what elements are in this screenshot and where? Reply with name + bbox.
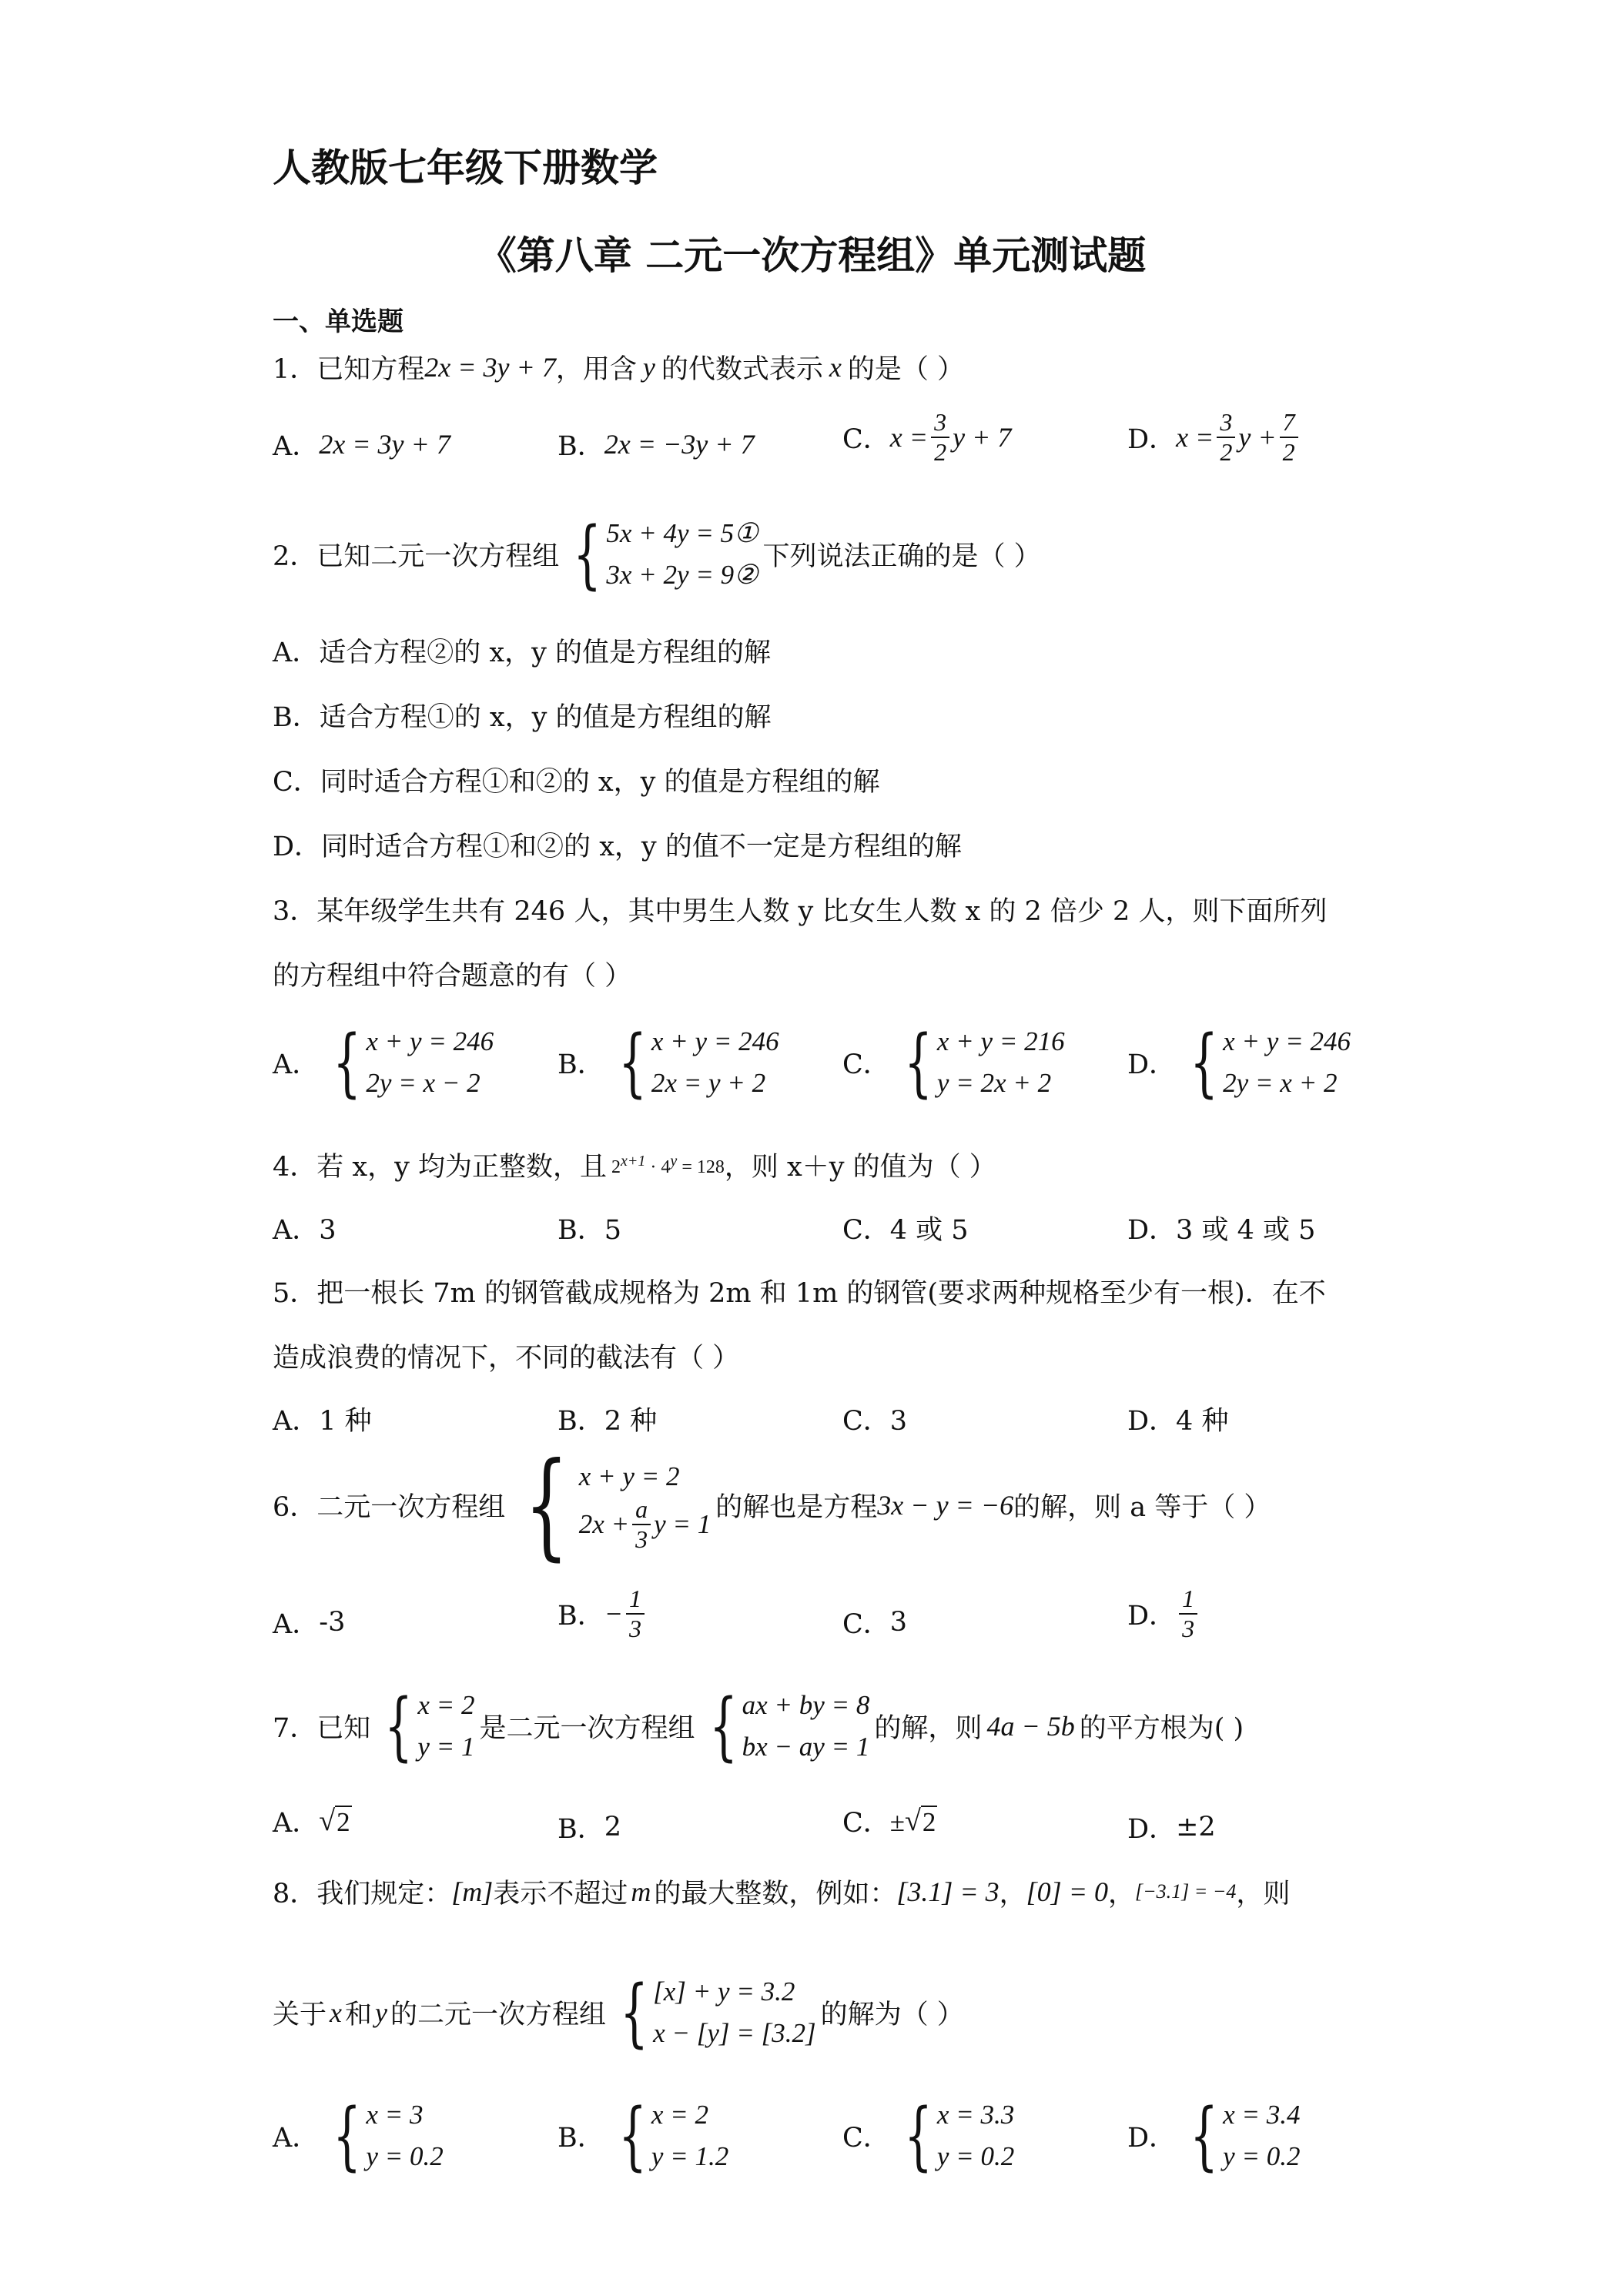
question-8-line-1 [273,1873,1290,1911]
q5-option-d: D．4 种 [1127,1406,1229,1437]
q1-mid2: 的代数式表示 [661,354,823,385]
q2-prefix: 2．已知二元一次方程组 [273,541,560,573]
q4-suffix: ，则 x＋y 的值为（ ） [724,1152,996,1183]
question-7 [273,1685,1244,1769]
fraction-denominator: 3 [635,1525,648,1553]
fraction-numerator: a [632,1495,651,1525]
q8-example-1: [3.1] = 3 [896,1876,1000,1907]
radicand: 2 [337,1807,350,1837]
q2-option-d: D．同时适合方程①和②的 x，y 的值不一定是方程组的解 [273,832,962,862]
brace-icon: { [620,1970,648,2057]
option-label: D． [1127,423,1177,455]
q8-example-2: [0] = 0 [1026,1876,1108,1907]
separator: ， [1107,1879,1135,1909]
document-title: 人教版七年级下册数学 [273,146,658,190]
brace-icon: { [333,1019,362,1106]
q3-option-b [558,1021,784,1105]
option-label: D． [1127,1600,1177,1632]
q7-equation-system [700,1685,870,1769]
sqrt-expression [319,1804,351,1838]
question-3-line-2: 的方程组中符合题意的有（ ） [273,961,632,992]
q7-option-c [842,1802,937,1840]
brace-icon: { [573,511,602,598]
brace-icon: { [333,2093,362,2180]
option-label: D． [1127,2123,1177,2154]
equation-1: x = 3 [366,2100,424,2130]
separator: ， [999,1879,1026,1909]
system-rows [1223,1021,1351,1105]
q8-example-3: [−3.1] = −4 [1135,1880,1237,1903]
equation-2: x − [y] = [3.2] [653,2018,816,2049]
equation-1: x + y = 2 [578,1461,680,1491]
q8-text-c: 的最大整数，例如： [654,1879,897,1909]
q7-suffix: 的平方根为( ) [1079,1713,1244,1745]
q2-equation-system [564,513,758,597]
option-value: -3 [319,1607,346,1638]
system-rows [937,1021,1065,1105]
option-expr: 2x = −3y + 7 [604,429,755,460]
base-1: 2 [611,1156,621,1177]
base-2: 4 [661,1156,671,1177]
q7-expression: 4a − 5b [986,1711,1075,1742]
option-value: ±2 [1176,1812,1216,1842]
q8-var-y: y [375,1997,387,2029]
system-rows [742,1685,870,1769]
option-fraction [1179,1585,1197,1643]
equation-2: 2y = x + 2 [1223,1068,1338,1099]
equation-2: bx − ay = 1 [742,1732,870,1762]
q6-equation-system [510,1438,712,1572]
fraction-numerator: 3 [1217,408,1235,438]
document-subtitle: 《第八章 二元一次方程组》单元测试题 [477,233,1147,278]
option-label: A． [273,1049,320,1081]
radical-icon: √ [319,1805,336,1837]
q8-text-h: 的解为（ ） [820,2000,964,2031]
q1-prefix: 1．已知方程 [273,354,425,385]
q8-option-d [1127,2094,1305,2178]
question-8-line-2 [273,1971,964,2055]
q7-option-b [558,1808,621,1846]
option-fraction-2 [1280,408,1298,467]
equation-2: y = 2x + 2 [936,1068,1052,1099]
q6-mid: 的解也是方程 [715,1492,878,1523]
q8-equation-system [611,1971,816,2055]
brace-icon: { [384,1683,414,1770]
q1-option-c [842,408,1011,467]
radicand: 2 [922,1807,936,1837]
equation-system [1180,2094,1300,2178]
q6-suffix: 的解，则 a 等于（ ） [1013,1492,1271,1523]
equation-system [895,1021,1065,1105]
equation-1: x = 2 [417,1690,475,1720]
q8-option-c [842,2094,1019,2178]
q8-text-f: 和 [345,2000,373,2031]
q8-bracket-m: [m] [451,1876,494,1907]
exponent-2: y [670,1152,678,1170]
q1-equation: 2x = 3y + 7 [424,352,556,383]
sqrt-expression [890,1804,938,1838]
option-fraction [626,1585,645,1643]
equation-2-fraction [632,1495,651,1554]
equation-1: [x] + y = 3.2 [653,1976,795,2006]
q6-equation: 3x − y = −6 [877,1490,1014,1521]
equation-1: x = 3.4 [1223,2100,1301,2130]
fraction-numerator: 1 [626,1585,645,1615]
fraction-denominator: 2 [1220,437,1233,466]
q7-mid2: 的解，则 [874,1713,983,1745]
equation-1: x + y = 246 [366,1026,494,1056]
option-label: C． [842,1609,890,1640]
equation-2: y = 1.2 [651,2141,729,2172]
q2-suffix: 下列说法正确的是（ ） [762,541,1041,573]
option-lhs: x = [1176,421,1214,453]
q1-var-y: y [642,352,655,383]
question-4 [273,1146,996,1184]
option-label: B． [558,1600,604,1632]
fraction-denominator: 3 [629,1614,642,1642]
system-rows [651,2094,728,2178]
option-lhs: x = [889,421,929,453]
q1-mid1: ，用含 [555,354,637,385]
question-5-line-1: 5．把一根长 7m 的钢管截成规格为 2m 和 1m 的钢管(要求两种规格至少有一根)．在不 [273,1278,1326,1309]
q6-option-a [273,1603,345,1642]
q4-option-b: B．5 [558,1215,621,1246]
option-label: C． [842,1049,890,1081]
equation-system [895,2094,1014,2178]
option-label: B． [558,1049,604,1081]
equation-2: y = 0.2 [366,2141,444,2172]
equation-2-left: 2x + [578,1509,630,1539]
fraction-denominator: 2 [1282,437,1295,466]
fraction-denominator: 3 [1182,1614,1195,1642]
q5-option-b: B．2 种 [558,1406,658,1437]
equation-1: x + y = 216 [936,1026,1065,1056]
brace-icon: { [903,1019,933,1106]
equation-2: 2y = x − 2 [366,1068,481,1099]
radical-icon: √ [905,1805,921,1837]
exponent-1: x+1 [621,1152,646,1170]
option-fraction [931,408,949,467]
option-label: D． [1127,1049,1177,1081]
system-rows [606,513,758,597]
option-rhs: y + 7 [953,421,1012,453]
system-rows [937,2094,1014,2178]
equation-system [323,2094,443,2178]
brace-icon: { [1190,2093,1218,2180]
q1-var-x: x [829,352,842,383]
q8-option-a [273,2094,448,2178]
brace-icon: { [618,2093,647,2180]
equation-2: y = 0.2 [936,2141,1015,2172]
system-rows [579,1458,712,1554]
equation-2: 3x + 2y = 9② [606,560,758,591]
option-label: C． [842,1808,890,1839]
equation-system [1180,1021,1351,1105]
question-3-line-1: 3．某年级学生共有 246 人，其中男生人数 y 比女生人数 x 的 2 倍少 2 人，则下面所列 [273,896,1328,927]
system-rows [417,1685,474,1769]
q7-prefix: 7．已知 [273,1713,371,1745]
brace-icon: { [618,1019,647,1106]
equation-1: x = 2 [651,2100,708,2130]
equation-1: x + y = 246 [1223,1026,1351,1056]
q6-option-d [1127,1585,1200,1643]
q1-option-a [273,425,450,464]
option-label: B． [558,2123,604,2154]
equation-system [609,1021,779,1105]
q8-var-m: m [631,1876,651,1907]
q2-option-c: C．同时适合方程①和②的 x，y 的值是方程组的解 [273,767,880,798]
option-label: D． [1127,1814,1177,1845]
system-rows [366,2094,443,2178]
equation-1: x = 3.3 [936,2100,1015,2130]
q7-solution-system [375,1685,474,1769]
question-5-line-2: 造成浪费的情况下，不同的截法有（ ） [273,1343,740,1374]
q6-option-b [558,1585,648,1643]
q5-option-c: C．3 [842,1406,908,1437]
system-rows [651,1021,779,1105]
fraction-numerator: 7 [1280,408,1298,438]
q8-text-d: ，则 [1236,1879,1291,1909]
option-label: A． [273,2123,320,2154]
equation-1: ax + by = 8 [742,1690,870,1720]
brace-icon: { [1190,1019,1218,1106]
system-rows [653,1971,816,2055]
equation-system [323,1021,494,1105]
q1-suffix: 的是（ ） [847,354,964,385]
q8-text-e: 关于 [273,2000,327,2031]
plus-minus: ± [889,1807,905,1837]
option-value: 2 [604,1812,622,1842]
q7-option-a [273,1802,352,1840]
q4-power-expression [611,1153,725,1178]
q8-text-g: 的二元一次方程组 [390,2000,607,2031]
option-label: A． [273,1808,320,1839]
equation-2: y = 1 [417,1732,475,1762]
equation-2-right: y = 1 [654,1509,712,1539]
option-mid: y + [1238,421,1277,453]
equation-2: y = 0.2 [1223,2141,1301,2172]
q6-option-c [842,1603,907,1642]
q6-prefix: 6．二元一次方程组 [273,1492,506,1523]
option-label: A． [273,431,320,462]
q4-option-d: D．3 或 4 或 5 [1127,1215,1316,1246]
equation-tail: = 128 [681,1156,725,1177]
q8-option-b [558,2094,733,2178]
system-rows [1223,2094,1300,2178]
option-label: B． [558,1814,604,1845]
option-value: 3 [889,1607,908,1638]
q2-option-a: A．适合方程②的 x，y 的值是方程组的解 [273,638,772,668]
q4-option-c: C．4 或 5 [842,1215,969,1246]
dot-operator: · [650,1156,657,1177]
q7-mid: 是二元一次方程组 [479,1713,695,1745]
fraction-denominator: 2 [934,437,947,466]
q5-option-a: A．1 种 [273,1406,372,1437]
q1-option-b [558,425,755,464]
equation-1: x + y = 246 [651,1026,779,1056]
question-6 [273,1438,1271,1572]
question-2 [273,513,1041,597]
brace-icon: { [903,2093,933,2180]
option-label: B． [558,431,604,462]
equation-2 [579,1495,712,1554]
equation-1: 5x + 4y = 5① [606,518,758,548]
option-expr: 2x = 3y + 7 [319,429,450,460]
equation-2: 2x = y + 2 [651,1068,766,1099]
option-sign: − [604,1598,624,1629]
system-rows [366,1021,494,1105]
q7-option-d [1127,1808,1216,1846]
section-heading: 一、单选题 [273,306,403,337]
option-label: A． [273,1609,320,1640]
fraction-numerator: 1 [1179,1585,1197,1615]
fraction-numerator: 3 [931,408,949,438]
option-label: C． [842,2123,890,2154]
q2-option-b: B．适合方程①的 x，y 的值是方程组的解 [273,702,772,733]
q3-option-a [273,1021,498,1105]
option-label: C． [842,423,890,455]
question-1 [273,348,964,387]
equation-system [609,2094,728,2178]
brace-icon: { [708,1683,738,1770]
brace-icon: { [524,1438,569,1572]
q8-text-a: 8．我们规定： [273,1879,452,1909]
q4-option-a: A．3 [273,1215,337,1246]
q8-var-x: x [330,1997,342,2029]
option-fraction [1217,408,1235,467]
q1-option-d [1127,408,1301,467]
q3-option-c [842,1021,1070,1105]
q8-text-b: 表示不超过 [493,1879,628,1909]
q4-prefix: 4．若 x，y 均为正整数，且 [273,1152,608,1183]
q3-option-d [1127,1021,1355,1105]
